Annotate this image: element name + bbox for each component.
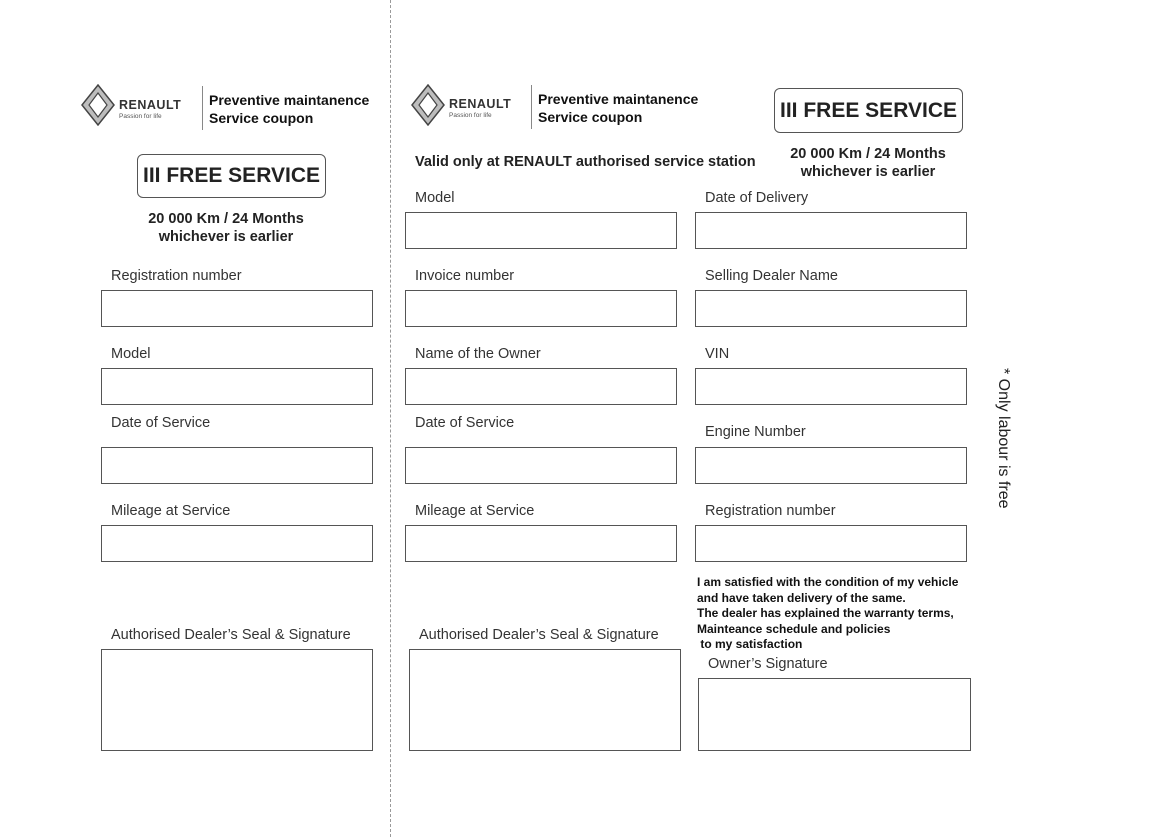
brand-tagline: Passion for life	[449, 112, 492, 119]
date-of-service-label: Date of Service	[111, 415, 211, 431]
header-line1: Preventive maintanence	[209, 92, 370, 108]
owner-signature-field[interactable]	[698, 678, 971, 751]
date-of-service-field[interactable]	[405, 447, 677, 484]
free-service-badge: III FREE SERVICE	[137, 154, 326, 198]
date-of-delivery-field[interactable]	[695, 212, 967, 249]
dealer-seal-label: Authorised Dealer’s Seal & Signature	[111, 627, 351, 643]
renault-logo-icon	[81, 84, 115, 126]
brand-name: RENAULT	[449, 97, 512, 111]
owner-name-field[interactable]	[405, 368, 677, 405]
brand-tagline: Passion for life	[119, 113, 162, 120]
model-field[interactable]	[101, 368, 373, 405]
declaration-line: and have taken delivery of the same.	[697, 590, 906, 605]
validity-line2: whichever is earlier	[158, 229, 294, 245]
labour-free-note: * Only labour is free	[995, 368, 1012, 509]
registration-number-field[interactable]	[101, 290, 373, 327]
header-line2: Service coupon	[538, 109, 643, 125]
registration-number-field[interactable]	[695, 525, 967, 562]
perforation-cut-line	[390, 0, 391, 837]
header-separator	[202, 86, 203, 130]
mileage-at-service-label: Mileage at Service	[111, 503, 231, 519]
invoice-number-label: Invoice number	[415, 268, 515, 284]
declaration-line: I am satisfied with the condition of my vehicle	[697, 575, 959, 589]
date-of-service-label: Date of Service	[415, 415, 515, 431]
mileage-at-service-label: Mileage at Service	[415, 503, 535, 519]
vin-label: VIN	[705, 346, 730, 362]
mileage-at-service-field[interactable]	[101, 525, 373, 562]
vin-field[interactable]	[695, 368, 967, 405]
declaration-line: The dealer has explained the warranty terms,	[697, 606, 954, 620]
validity-line1: 20 000 Km / 24 Months	[148, 211, 304, 227]
dealer-seal-label: Authorised Dealer’s Seal & Signature	[419, 627, 659, 643]
registration-number-label: Registration number	[705, 503, 836, 519]
model-label: Model	[415, 190, 455, 206]
declaration-line: Mainteance schedule and policies	[697, 621, 891, 636]
engine-number-label: Engine Number	[705, 424, 806, 440]
validity-text	[120, 210, 332, 246]
selling-dealer-name-label: Selling Dealer Name	[705, 268, 838, 284]
model-label: Model	[111, 346, 151, 362]
owner-signature-label: Owner’s Signature	[708, 656, 828, 672]
owner-declaration	[697, 575, 958, 653]
brand-name: RENAULT	[119, 98, 182, 112]
mileage-at-service-field[interactable]	[405, 525, 677, 562]
date-of-service-field[interactable]	[101, 447, 373, 484]
date-of-delivery-label: Date of Delivery	[705, 190, 809, 206]
valid-only-notice: Valid only at RENAULT authorised service station	[415, 154, 756, 170]
validity-line1: 20 000 Km / 24 Months	[790, 146, 946, 162]
registration-number-label: Registration number	[111, 268, 242, 284]
coupon-header	[538, 90, 698, 126]
invoice-number-field[interactable]	[405, 290, 677, 327]
coupon-header	[209, 91, 369, 127]
owner-name-label: Name of the Owner	[415, 346, 541, 362]
selling-dealer-name-field[interactable]	[695, 290, 967, 327]
header-line2: Service coupon	[209, 110, 314, 126]
free-service-badge: III FREE SERVICE	[774, 88, 963, 133]
dealer-seal-field[interactable]	[101, 649, 373, 751]
dealer-seal-field[interactable]	[409, 649, 681, 751]
engine-number-field[interactable]	[695, 447, 967, 484]
declaration-line: to my satisfaction	[697, 637, 803, 651]
validity-text	[770, 145, 966, 181]
renault-logo-icon	[411, 84, 445, 126]
validity-line2: whichever is earlier	[800, 164, 936, 180]
header-line1: Preventive maintanence	[538, 91, 699, 107]
model-field[interactable]	[405, 212, 677, 249]
header-separator	[531, 85, 532, 129]
